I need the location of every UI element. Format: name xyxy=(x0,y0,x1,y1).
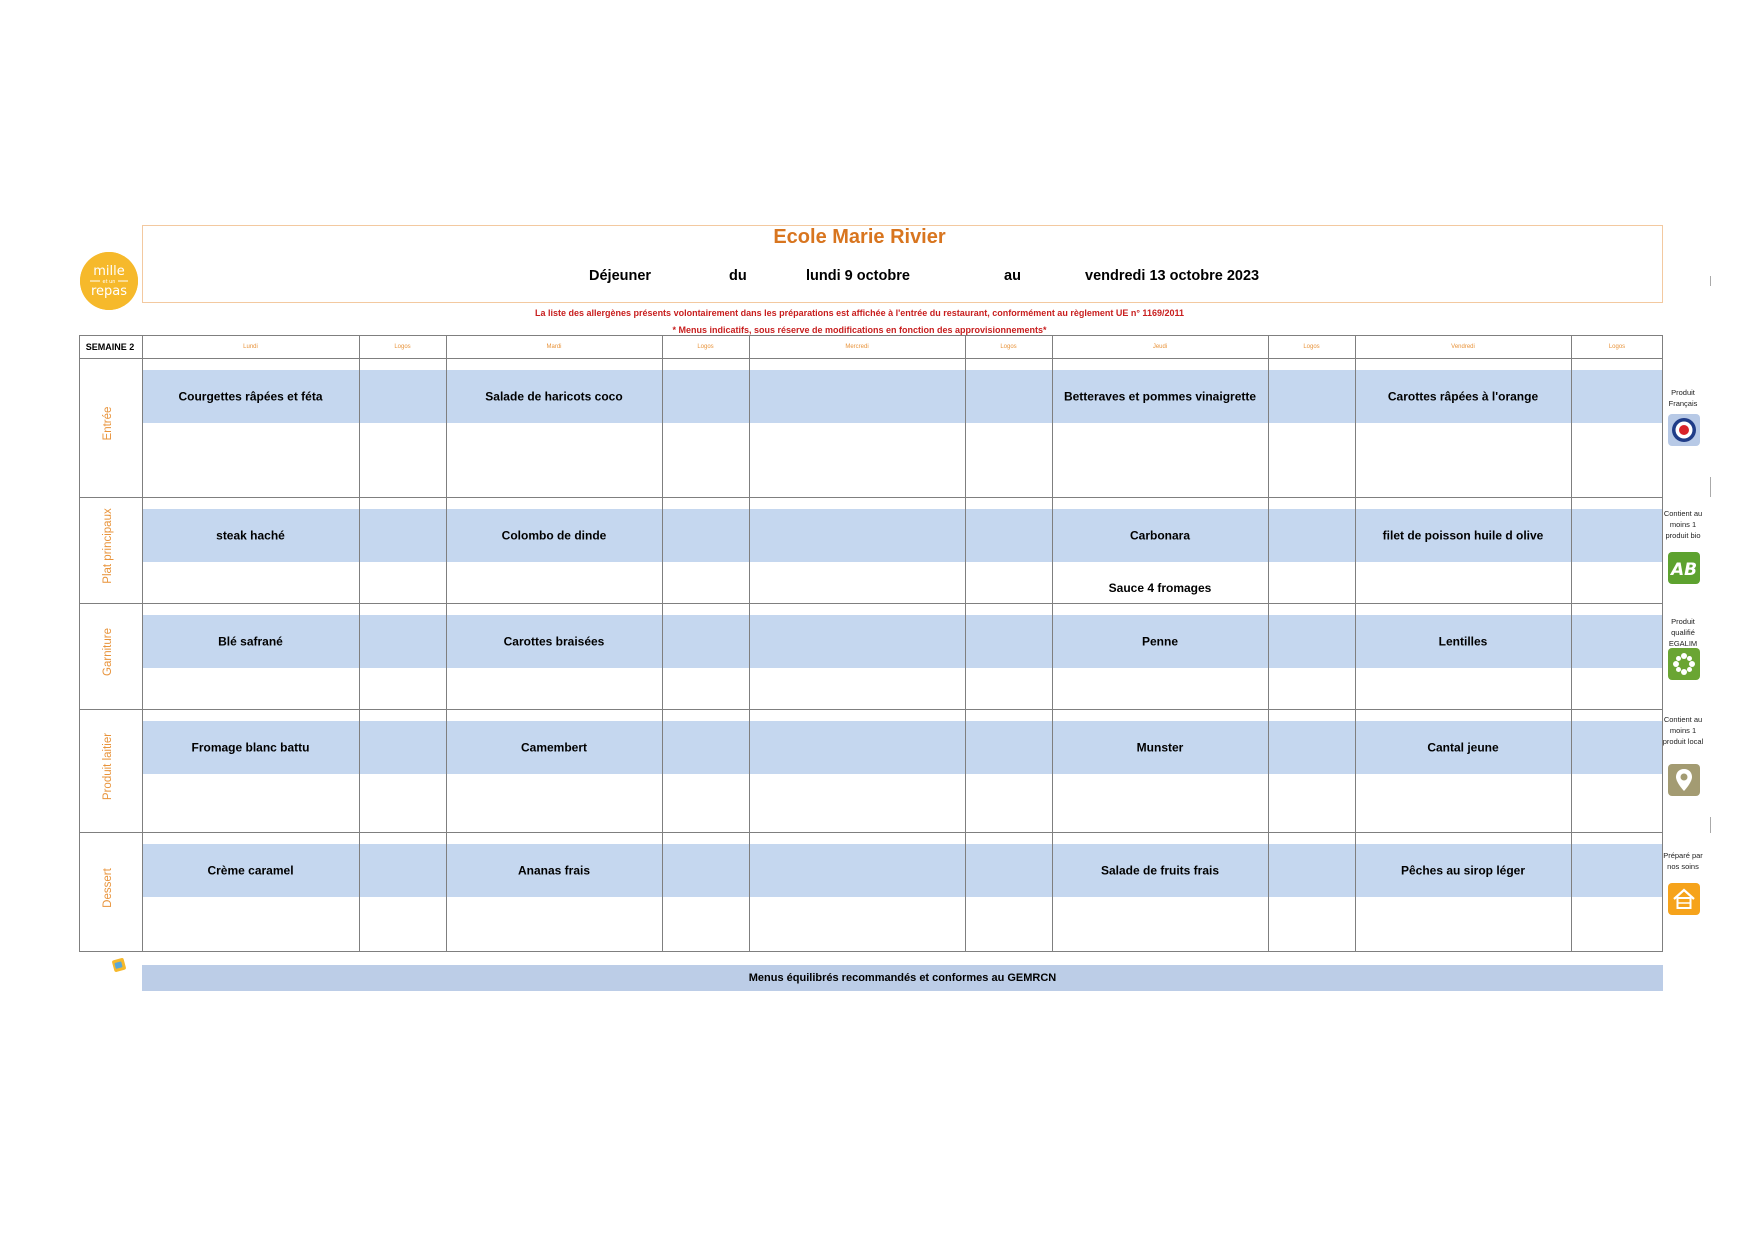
location-pin-icon xyxy=(1668,764,1700,796)
logos-header: Logos xyxy=(394,344,411,350)
edge-tick xyxy=(1710,276,1711,286)
week-label: SEMAINE 2 xyxy=(85,342,135,352)
dish-main: Carottes braisées xyxy=(503,634,605,649)
dish-main: Camembert xyxy=(520,740,588,755)
dish-main: Fromage blanc battu xyxy=(191,740,310,755)
legend-text-produit-local: Contient au moins 1 produit local xyxy=(1662,715,1704,746)
edge-tick xyxy=(1710,817,1711,833)
logos-header: Logos xyxy=(1303,344,1320,350)
footer-gemrcn-bar: Menus équilibrés recommandés et conformes au GEMRCN xyxy=(142,965,1663,991)
menu-grid xyxy=(79,335,1663,952)
dish-secondary: Sauce 4 fromages xyxy=(1108,581,1212,595)
dish-main: Munster xyxy=(1136,740,1184,755)
dish-main: Cantal jeune xyxy=(1427,740,1499,755)
dish-main: Carottes râpées à l'orange xyxy=(1387,389,1539,404)
day-header-mardi: Mardi xyxy=(546,344,562,350)
logo-text-mid: et un xyxy=(102,279,116,285)
row-label: Entrée xyxy=(102,406,114,441)
dish-main: Betteraves et pommes vinaigrette xyxy=(1063,389,1257,404)
legend-text-fait-maison: Préparé par nos soins xyxy=(1663,851,1703,871)
svg-text:AB: AB xyxy=(1670,560,1698,580)
dish-main: Blé safrané xyxy=(218,634,283,649)
dish-main: Crème caramel xyxy=(207,863,294,878)
allergens-note: La liste des allergènes présents volontairement dans les préparations est affichée à l'entrée du restaurant, conformément au règlement UE n° 1169/2011 xyxy=(535,308,1184,318)
dish-main: Pêches au sirop léger xyxy=(1400,863,1526,878)
to-word: au xyxy=(1004,268,1021,284)
dish-main: Lentilles xyxy=(1438,634,1488,649)
from-word: du xyxy=(729,268,747,284)
row-label: Plat principaux xyxy=(102,508,114,584)
start-date: lundi 9 octobre xyxy=(806,268,910,284)
row-label: Produit laitier xyxy=(102,732,114,801)
legend-text-produit-bio: Contient au moins 1 produit bio xyxy=(1663,509,1703,540)
row-label: Dessert xyxy=(102,868,114,908)
house-icon xyxy=(1668,883,1700,915)
meal-type: Déjeuner xyxy=(589,268,652,284)
dish-main: steak haché xyxy=(216,528,285,543)
dish-main: Penne xyxy=(1141,634,1179,649)
logo-text-bottom: repas xyxy=(90,284,128,299)
dish-main: Salade de fruits frais xyxy=(1100,863,1220,878)
dish-main: Colombo de dinde xyxy=(501,528,607,543)
menu-grid-svg xyxy=(79,335,1663,952)
day-header-mercredi: Mercredi xyxy=(845,344,869,350)
dish-main: filet de poisson huile d olive xyxy=(1382,528,1544,543)
indicative-note: * Menus indicatifs, sous réserve de modifications en fonction des approvisionnements* xyxy=(672,325,1047,335)
legend-text-produit-egalim: Produit qualifié EGALIM xyxy=(1668,617,1698,648)
ab-bio-icon xyxy=(1668,552,1700,584)
row-band xyxy=(142,615,1663,668)
legend-text-produit-francais: Produit Français xyxy=(1668,388,1698,408)
day-header-vendredi: Vendredi xyxy=(1451,344,1475,350)
dish-main: Courgettes râpées et féta xyxy=(178,389,323,404)
day-header-lundi: Lundi xyxy=(243,344,258,350)
cocarde-icon xyxy=(1668,414,1700,446)
day-header-jeudi: Jeudi xyxy=(1152,344,1168,350)
egalim-icon xyxy=(1668,648,1700,680)
logos-header: Logos xyxy=(1000,344,1017,350)
logo-graphic xyxy=(80,252,138,310)
school-name: Ecole Marie Rivier xyxy=(773,226,946,248)
mille-et-un-repas-logo xyxy=(80,252,138,310)
end-date: vendredi 13 octobre 2023 xyxy=(1085,268,1260,284)
logo-text-top: mille xyxy=(93,264,125,279)
logos-header: Logos xyxy=(697,344,714,350)
dish-main: Carbonara xyxy=(1129,528,1191,543)
sticker-icon xyxy=(111,957,127,973)
row-label: Garniture xyxy=(102,628,114,676)
logos-header: Logos xyxy=(1608,344,1626,350)
dish-main: Ananas frais xyxy=(517,863,591,878)
dish-main: Salade de haricots coco xyxy=(485,389,623,404)
edge-tick xyxy=(1710,477,1711,497)
